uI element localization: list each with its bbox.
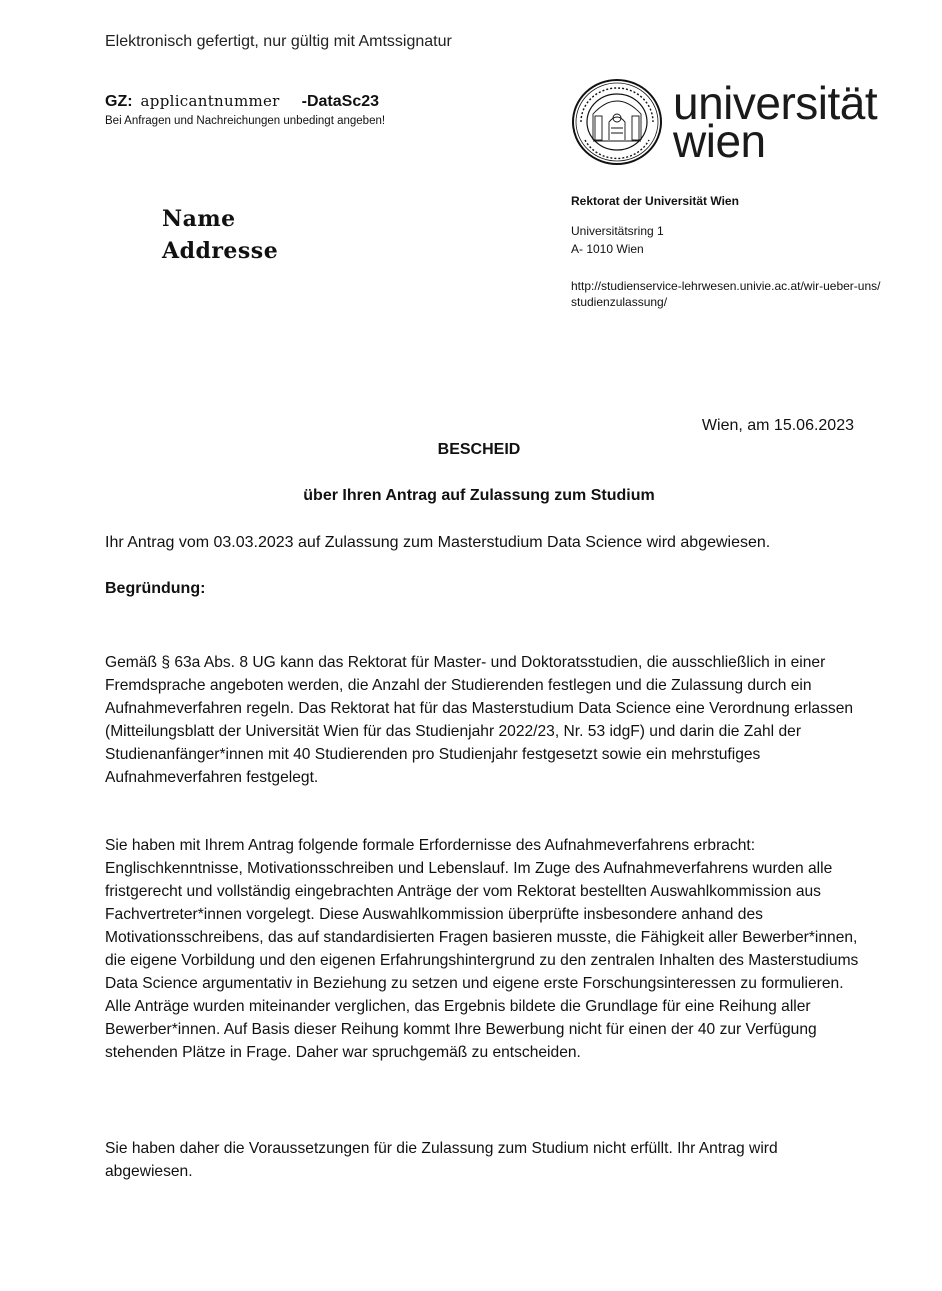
reference-number [105,92,379,111]
decision-statement: Ihr Antrag vom 03.03.2023 auf Zulassung zum Masterstudium Data Science wird abgewiesen. [105,534,771,551]
sender-organization: Rektorat der Universität Wien [571,194,739,208]
sender-street: Universitätsring 1 [571,224,664,238]
sender-url-link[interactable]: http://studienservice-lehrwesen.univie.ac.at/wir-ueber-uns/ studienzulassung/ [571,279,881,309]
recipient-name: Name [162,206,236,232]
document-subtitle: über Ihren Antrag auf Zulassung zum Studium [303,487,655,504]
letter-date: Wien, am 15.06.2023 [701,417,854,434]
university-wordmark [673,77,878,167]
reference-label: GZ: [105,93,133,110]
reference-hint: Bei Anfragen und Nachreichungen unbedingt angeben! [105,115,386,127]
wordmark-line-2: wien [673,115,766,167]
reason-paragraph: Sie haben mit Ihrem Antrag folgende formale Erfordernisse des Aufnahmeverfahrens erbracht: Englischkenntnisse, Motivationsschreiben und Lebenslauf. Im Zuge des Aufnahmeverfahrens wurden alle fristgerecht und vollständig eingebrachten Anträge der vom Rektorat bestellten Auswahlkommission aus Fachvertreter*innen vorgelegt. Diese Auswahlkommission überprüfte insbesondere anhand des Motivationsschreibens, das auf standardisierten Fragen basieren musste, die Fähigkeit aller Bewerber*innen, die eigene Vorbildung und den eigenen Erfahrungshintergrund zu den zentralen Inhalten des Masterstudiums Data Science argumentativ in Beziehung zu setzen und eigene erste Forschungsinteressen zu formulieren. Alle Anträge wurden miteinander verglichen, das Ergebnis bildete die Grundlage für eine Reihung aller Bewerber*innen. Auf Basis dieser Reihung kommt Ihre Bewerbung nicht für einen der 40 zur Verfügung stehenden Plätze in Frage. Daher war spruchgemäß zu entscheiden. [105,837,859,1061]
reason-paragraph: Gemäß § 63a Abs. 8 UG kann das Rektorat für Master- und Doktoratsstudien, die ausschließlich in einer Fremdsprache angeboten werden, die Anzahl der Studierenden festlegen und die Zulassung durch ein Aufnahmeverfahren regeln. Das Rektorat hat für das Masterstudium Data Science eine Verordnung erlassen (Mitteilungsblatt der Universität Wien für das Studienjahr 2022/23, Nr. 53 idgF) und darin die Zahl der Studienanfänger*innen mit 40 Studierenden pro Studienjahr festgesetzt sowie ein mehrstufiges Aufnahmeverfahren festgelegt. [105,654,854,786]
university-seal-icon [571,78,663,166]
recipient-address: Addresse [162,238,279,264]
wordmark-line-1: universität [673,77,878,129]
university-logo [571,78,877,166]
sender-address [571,222,901,258]
conclusion-paragraph: Sie haben daher die Voraussetzungen für die Zulassung zum Studium nicht erfüllt. Ihr Antrag wird abgewiesen. [105,1140,778,1180]
sender-city: A- 1010 Wien [571,242,644,256]
reference-applicant-number: applicantnummer [140,92,280,110]
reference-suffix: -DataSc23 [301,93,380,110]
reason-heading: Begründung: [105,580,206,597]
document-title: BESCHEID [437,441,521,458]
sender-block [571,192,901,310]
recipient-block [162,203,278,267]
electronic-signature-note: Elektronisch gefertigt, nur gültig mit Amtssignatur [105,33,452,50]
